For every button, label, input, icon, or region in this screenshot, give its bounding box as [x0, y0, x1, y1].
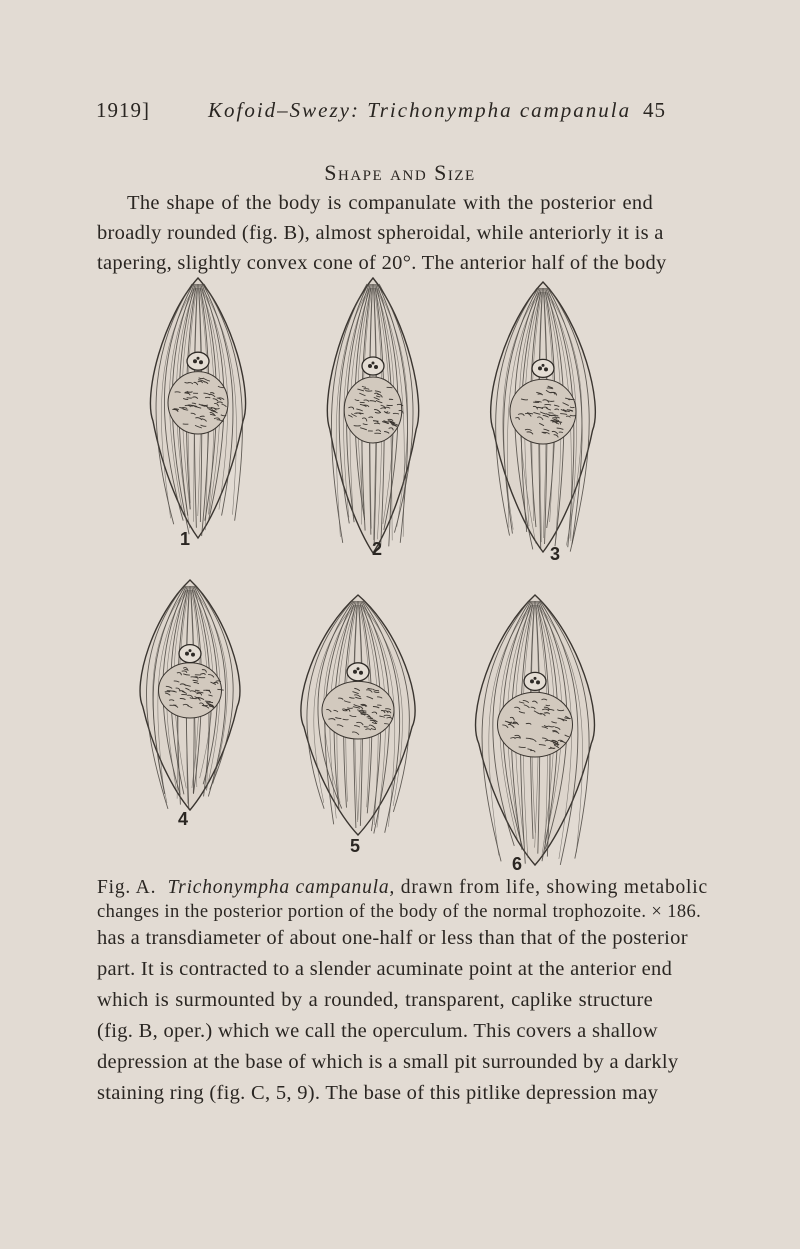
panel-label-4: 4: [178, 809, 189, 829]
running-header: [96, 98, 666, 128]
section-title: Shape and Size: [324, 160, 476, 185]
text-line: has a transdiameter of about one-half or less than that of the posterior: [97, 927, 688, 949]
text-line: tapering, slightly convex cone of 20°. The anterior half of the body: [97, 252, 667, 274]
caption-prefix: Fig. A.: [97, 877, 157, 898]
panel-label-5: 5: [350, 836, 361, 856]
caption-line-2: changes in the posterior portion of the body of the normal trophozoite. × 186.: [97, 902, 702, 922]
caption-line-1: [97, 876, 708, 900]
header-running-title: Kofoid–Swezy: Trichonympha campanula: [208, 98, 632, 122]
organism-drawing-6: [476, 595, 595, 874]
text-line: depression at the base of which is a small pit surrounded by a darkly: [97, 1051, 679, 1073]
text-line: broadly rounded (fig. B), almost spheroidal, while anteriorly it is a: [97, 222, 664, 244]
figure-illustration: [130, 270, 650, 880]
panel-label-3: 3: [550, 544, 561, 564]
organism-drawing-5: [301, 595, 415, 856]
text-line: The shape of the body is companulate with the posterior end: [127, 192, 653, 214]
figure-caption: [97, 876, 708, 924]
panel-label-2: 2: [372, 539, 383, 559]
organism-drawing-4: [140, 580, 240, 829]
paragraph-continuation: [97, 923, 688, 1109]
organism-drawing-2: [327, 278, 418, 559]
caption-genus: Trichonympha campanula,: [167, 877, 396, 898]
panel-label-6: 6: [512, 854, 523, 874]
organism-drawing-1: [150, 278, 245, 549]
page-number: 45: [643, 98, 666, 122]
text-line: part. It is contracted to a slender acuminate point at the anterior end: [97, 958, 673, 980]
organism-drawing-3: [491, 282, 596, 564]
text-line: (fig. B, oper.) which we call the operculum. This covers a shallow: [97, 1020, 658, 1042]
figure-a-trichonympha-drawings: [130, 270, 650, 880]
text-line: which is surmounted by a rounded, transparent, caplike structure: [97, 989, 653, 1011]
panel-label-1: 1: [180, 529, 191, 549]
caption-rest: drawn from life, showing metabolic: [400, 877, 708, 898]
paragraph-shape: [97, 188, 667, 278]
header-year: 1919]: [96, 98, 150, 122]
text-line: staining ring (fig. C, 5, 9). The base of this pitlike depression may: [97, 1082, 659, 1104]
